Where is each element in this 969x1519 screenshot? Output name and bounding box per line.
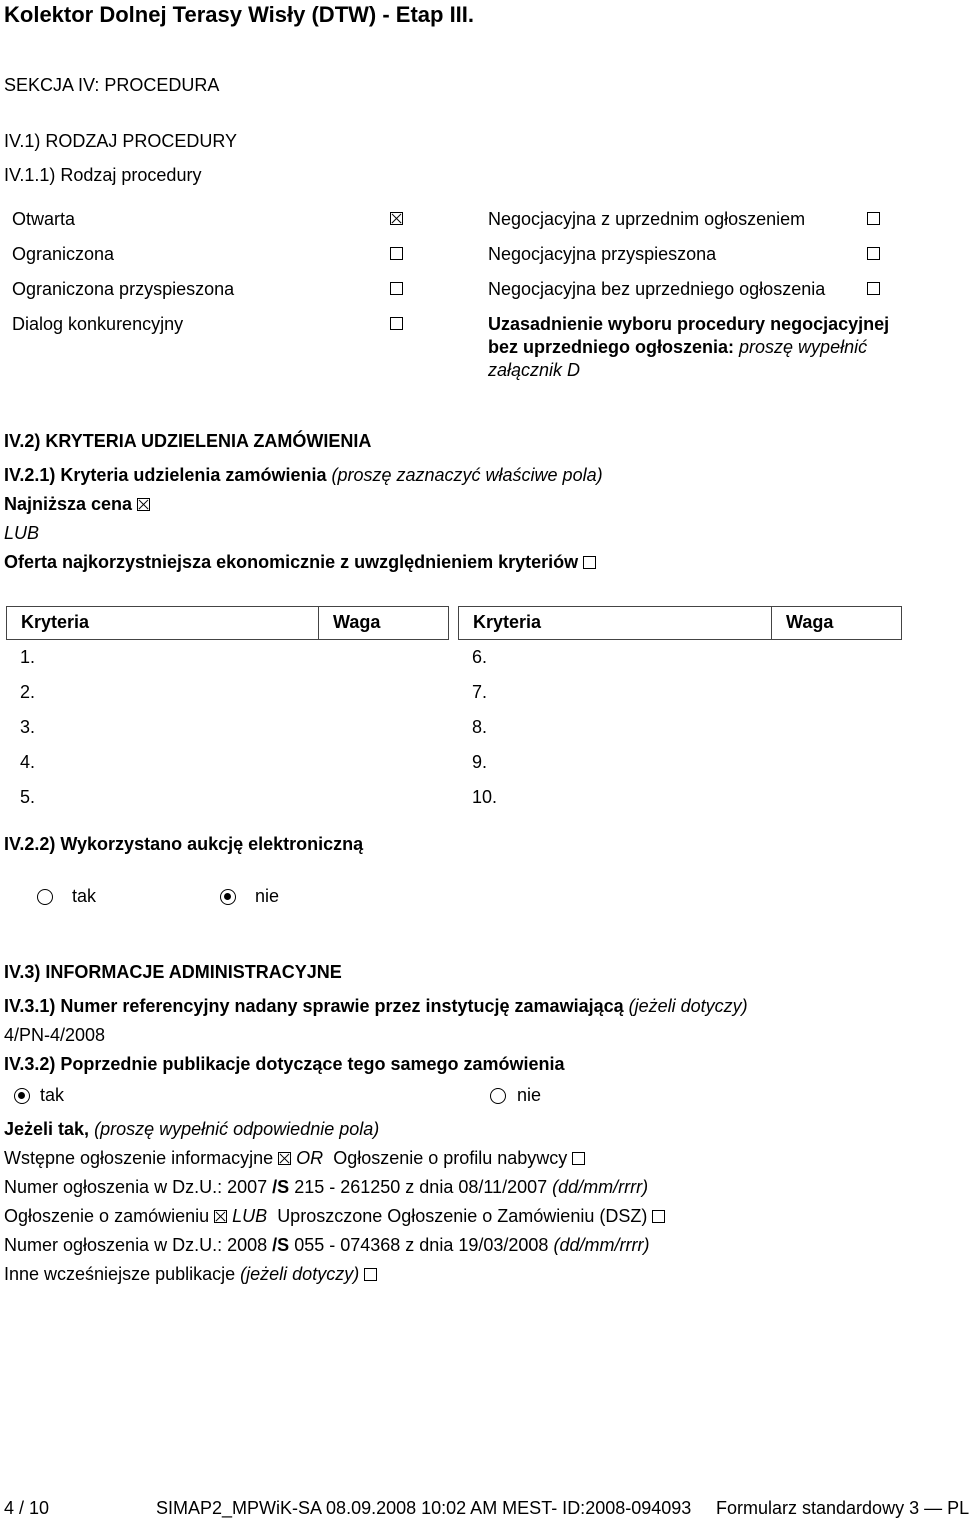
procedure-open-label: Otwarta — [12, 209, 76, 229]
iv32-heading: IV.3.2) Poprzednie publikacje dotyczące tego samego zamówienia — [4, 1054, 565, 1074]
procedure-negotiated-with-notice-checkbox[interactable] — [867, 212, 880, 225]
pin-row: Wstępne ogłoszenie informacyjne OR Ogłoszenie o profilu nabywcy — [4, 1147, 585, 1169]
other-publications-checkbox[interactable] — [364, 1268, 377, 1281]
or-label: LUB — [4, 523, 40, 543]
other-publications-row: Inne wcześniejsze publikacje (jeżeli dotyczy) — [4, 1263, 377, 1285]
previous-publication-yes-label: tak — [40, 1085, 65, 1105]
justification-annex-ref: załącznik D — [488, 360, 581, 380]
notice-number-2-row: Numer ogłoszenia w Dz.U.: 2008 /S 055 - 074368 z dnia 19/03/2008 (dd/mm/rrrr) — [4, 1235, 650, 1255]
procedure-competitive-dialogue-checkbox[interactable] — [390, 317, 403, 330]
section-heading: SEKCJA IV: PROCEDURA — [4, 75, 220, 95]
lowest-price-row: Najniższa cena — [4, 493, 150, 515]
criteria-row-1: 1. — [20, 647, 36, 667]
iv2-heading: IV.2) KRYTERIA UDZIELENIA ZAMÓWIENIA — [4, 431, 372, 451]
criteria-row-6: 6. — [472, 647, 488, 667]
auction-no-radio[interactable] — [220, 889, 236, 905]
previous-publication-no-label: nie — [517, 1085, 542, 1105]
iv11-heading: IV.1.1) Rodzaj procedury — [4, 165, 202, 185]
contract-notice-checkbox[interactable] — [214, 1210, 227, 1223]
criteria-row-3: 3. — [20, 717, 36, 737]
iv1-heading: IV.1) RODZAJ PROCEDURY — [4, 131, 238, 151]
justification-text-line2: bez uprzedniego ogłoszenia: proszę wypełnić — [488, 337, 868, 357]
criteria-row-8: 8. — [472, 717, 488, 737]
criteria-row-7: 7. — [472, 682, 488, 702]
criteria-row-10: 10. — [472, 787, 498, 807]
buyer-profile-checkbox[interactable] — [572, 1152, 585, 1165]
iv3-heading: IV.3) INFORMACJE ADMINISTRACYJNE — [4, 962, 342, 982]
table-header-weight-right: Waga — [771, 606, 902, 640]
pin-checkbox[interactable] — [278, 1152, 291, 1165]
previous-publication-no-radio[interactable] — [490, 1088, 506, 1104]
auction-yes-label: tak — [72, 886, 97, 906]
criteria-row-2: 2. — [20, 682, 36, 702]
contract-notice-row: Ogłoszenie o zamówieniu LUB Uproszczone Ogłoszenie o Zamówieniu (DSZ) — [4, 1205, 665, 1227]
procedure-negotiated-without-notice-checkbox[interactable] — [867, 282, 880, 295]
procedure-negotiated-with-notice-label: Negocjacyjna z uprzednim ogłoszeniem — [488, 209, 806, 229]
reference-number-value: 4/PN-4/2008 — [4, 1025, 106, 1045]
auction-yes-radio[interactable] — [37, 889, 53, 905]
footer-reference: SIMAP2_MPWiK-SA 08.09.2008 10:02 AM MEST- ID:2008-094093 — [156, 1498, 692, 1518]
lowest-price-checkbox[interactable] — [137, 498, 150, 511]
simplified-notice-checkbox[interactable] — [652, 1210, 665, 1223]
procedure-open-checkbox[interactable] — [390, 212, 403, 225]
criteria-row-4: 4. — [20, 752, 36, 772]
notice-number-1-row: Numer ogłoszenia w Dz.U.: 2007 /S 215 - 261250 z dnia 08/11/2007 (dd/mm/rrrr) — [4, 1177, 649, 1197]
iv31-heading: IV.3.1) Numer referencyjny nadany sprawie przez instytucję zamawiającą (jeżeli dotyczy) — [4, 996, 748, 1016]
procedure-restricted-checkbox[interactable] — [390, 247, 403, 260]
procedure-competitive-dialogue-label: Dialog konkurencyjny — [12, 314, 184, 334]
document-title: Kolektor Dolnej Terasy Wisły (DTW) - Etap III. — [4, 2, 475, 27]
procedure-negotiated-without-notice-label: Negocjacyjna bez uprzedniego ogłoszenia — [488, 279, 826, 299]
procedure-restricted-accelerated-label: Ograniczona przyspieszona — [12, 279, 235, 299]
iv21-heading: IV.2.1) Kryteria udzielenia zamówienia (proszę zaznaczyć właściwe pola) — [4, 465, 603, 485]
procedure-restricted-accelerated-checkbox[interactable] — [390, 282, 403, 295]
if-yes-row: Jeżeli tak, (proszę wypełnić odpowiednie pola) — [4, 1119, 380, 1139]
auction-no-label: nie — [255, 886, 280, 906]
previous-publication-yes-radio[interactable] — [14, 1088, 30, 1104]
procedure-restricted-label: Ograniczona — [12, 244, 115, 264]
procedure-negotiated-accelerated-checkbox[interactable] — [867, 247, 880, 260]
table-header-criteria-right: Kryteria — [458, 606, 773, 640]
table-header-weight-left: Waga — [318, 606, 449, 640]
footer-page-number: 4 / 10 — [4, 1498, 50, 1518]
justification-text-line1: Uzasadnienie wyboru procedury negocjacyjnej — [488, 314, 890, 334]
criteria-row-9: 9. — [472, 752, 488, 772]
meat-row: Oferta najkorzystniejsza ekonomicznie z uwzględnieniem kryteriów — [4, 551, 596, 573]
criteria-row-5: 5. — [20, 787, 36, 807]
procedure-negotiated-accelerated-label: Negocjacyjna przyspieszona — [488, 244, 717, 264]
iv22-heading: IV.2.2) Wykorzystano aukcję elektroniczną — [4, 834, 364, 854]
footer-form-label: Formularz standardowy 3 — PL — [716, 1498, 969, 1518]
meat-checkbox[interactable] — [583, 556, 596, 569]
table-header-criteria-left: Kryteria — [6, 606, 320, 640]
